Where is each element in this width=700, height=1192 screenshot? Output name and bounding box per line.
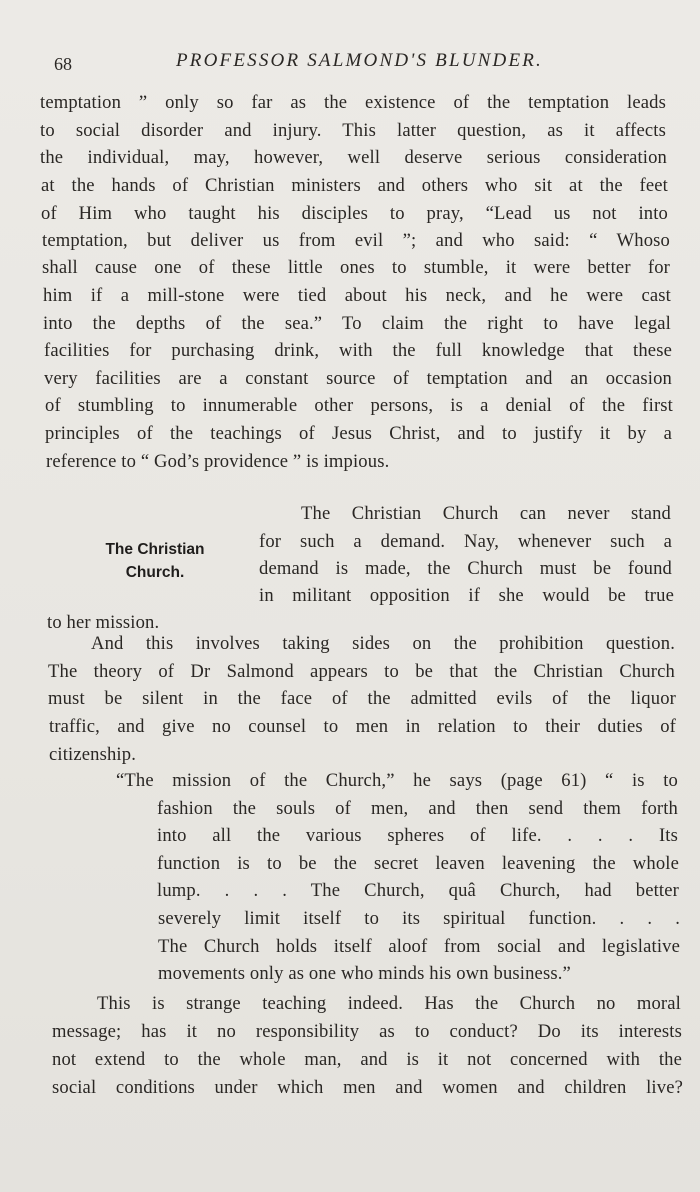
quote-line: movements only as one who minds his own business.” xyxy=(158,963,571,984)
text-line: the individual, may, however, well deserve serious consideration xyxy=(40,147,667,168)
side-heading xyxy=(86,538,224,584)
text-line: for such a demand. Nay, whenever such a xyxy=(259,531,672,552)
text-line: traffic, and give no counsel to men in relation to their duties of xyxy=(49,716,676,737)
text-line: of Him who taught his disciples to pray, “Lead us not into xyxy=(41,203,668,224)
quote-line: function is to be the secret leaven leavening the whole xyxy=(157,853,679,874)
quote-line: severely limit itself to its spiritual function. . . . xyxy=(158,908,680,929)
text-line: at the hands of Christian ministers and others who sit at the feet xyxy=(41,175,668,196)
text-line: demand is made, the Church must be found xyxy=(259,558,672,579)
page-number: 68 xyxy=(54,54,72,74)
text-line: must be silent in the face of the admitted evils of the liquor xyxy=(48,688,676,709)
page-header xyxy=(0,50,700,80)
text-line: citizenship. xyxy=(49,744,136,765)
text-line: temptation, but deliver us from evil ”; and who said: “ Whoso xyxy=(42,230,670,251)
text-line: to her mission. xyxy=(47,612,160,633)
text-line: in militant opposition if she would be true xyxy=(259,585,674,606)
text-line: The Christian Church can never stand xyxy=(301,503,671,524)
quote-line: into all the various spheres of life. . . . Its xyxy=(157,825,678,846)
text-line: reference to “ God’s providence ” is impious. xyxy=(46,451,390,472)
text-line: facilities for purchasing drink, with the full knowledge that these xyxy=(44,340,672,361)
text-line: The theory of Dr Salmond appears to be that the Christian Church xyxy=(48,661,675,682)
quote-line: fashion the souls of men, and then send them forth xyxy=(157,798,678,819)
running-head: PROFESSOR SALMOND'S BLUNDER. xyxy=(176,50,544,71)
quote-line: The Church holds itself aloof from social and legislative xyxy=(158,936,680,957)
text-line: principles of the teachings of Jesus Christ, and to justify it by a xyxy=(45,423,672,444)
side-heading-line: Church. xyxy=(125,564,185,581)
quote-line: lump. . . . The Church, quâ Church, had better xyxy=(157,880,679,901)
text-line: him if a mill-stone were tied about his neck, and he were cast xyxy=(43,285,671,306)
text-line: This is strange teaching indeed. Has the Church no moral xyxy=(97,993,681,1014)
text-line: into the depths of the sea.” To claim the right to have legal xyxy=(43,313,671,334)
quote-line: “The mission of the Church,” he says (page 61) “ is to xyxy=(116,770,678,791)
text-line: temptation ” only so far as the existence of the temptation leads xyxy=(40,92,666,113)
text-line: And this involves taking sides on the prohibition question. xyxy=(91,633,675,654)
text-line: very facilities are a constant source of temptation and an occasion xyxy=(44,368,672,389)
side-heading-line: The Christian xyxy=(105,541,205,558)
text-line: social conditions under which men and women and children live? xyxy=(52,1077,683,1098)
text-line: message; has it no responsibility as to conduct? Do its interests xyxy=(52,1021,682,1042)
text-line: not extend to the whole man, and is it not concerned with the xyxy=(52,1049,682,1070)
text-line: to social disorder and injury. This latter question, as it affects xyxy=(40,120,666,141)
text-line: shall cause one of these little ones to stumble, it were better for xyxy=(42,257,670,278)
text-line: of stumbling to innumerable other persons, is a denial of the first xyxy=(45,395,673,416)
